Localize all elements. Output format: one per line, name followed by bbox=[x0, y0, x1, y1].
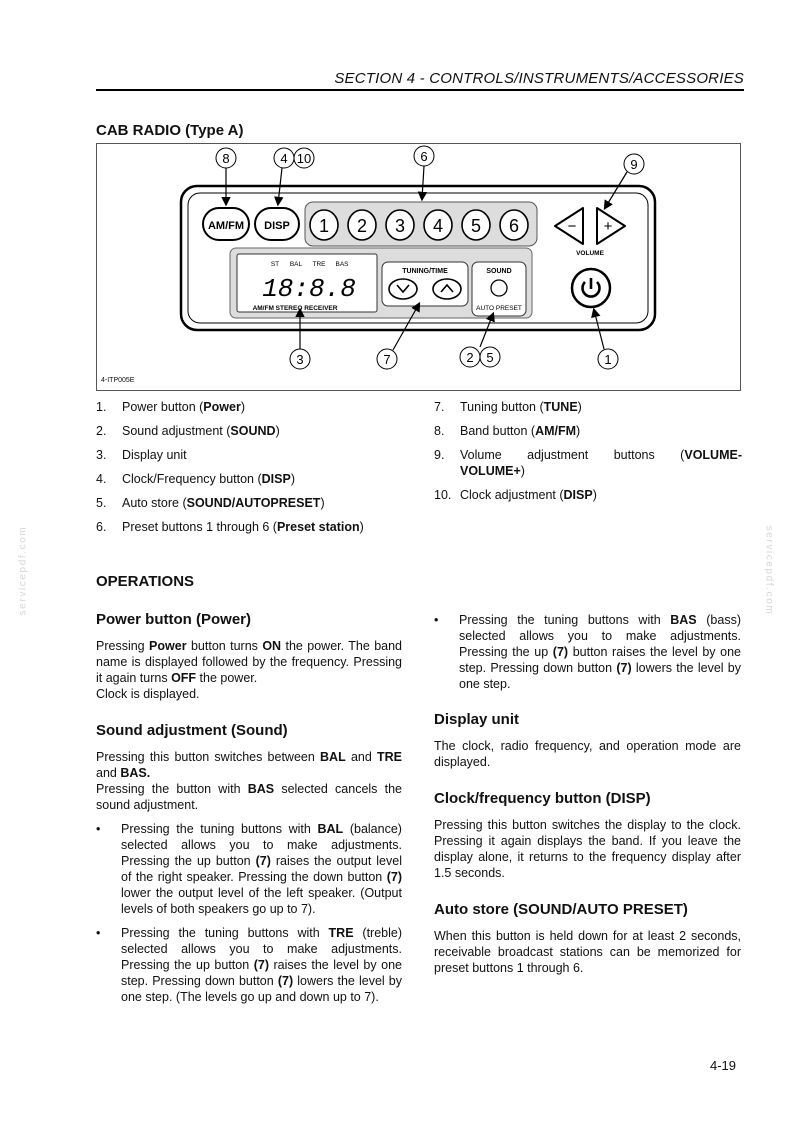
operations-heading: OPERATIONS bbox=[96, 573, 195, 590]
legend-item: 2. Sound adjustment (SOUND) bbox=[96, 424, 280, 438]
watermark-left: servicepdf.com bbox=[17, 525, 29, 616]
receiver-label: AM/FM STEREO RECEIVER bbox=[252, 305, 338, 312]
amfm-label: AM/FM bbox=[207, 220, 245, 232]
watermark-right: servicepdf.com bbox=[763, 525, 775, 616]
tuning-up-button[interactable] bbox=[433, 279, 461, 299]
preset-button-4[interactable] bbox=[424, 210, 452, 240]
svg-text:4: 4 bbox=[432, 216, 444, 236]
svg-text:1: 1 bbox=[604, 352, 612, 367]
power-button[interactable] bbox=[572, 269, 610, 307]
sound-bullet-bas: • Pressing the tuning buttons with BAS (bass) selected allows you to make adjustments. Pressing the up (7) button raises the level by one step. Pressing down button (7) lowers the level by one step. bbox=[434, 613, 742, 691]
legend-left bbox=[96, 399, 406, 543]
indicator-st: ST bbox=[270, 261, 280, 268]
sound-heading: Sound adjustment (Sound) bbox=[96, 722, 288, 739]
autostore-heading: Auto store (SOUND/AUTO PRESET) bbox=[434, 901, 688, 918]
clock-paragraph: Pressing this button switches the display to the clock. Pressing it again displays the band. If you leave the display alone, it returns to the frequency display after 1.5 seconds. bbox=[434, 818, 741, 880]
legend-item: 8. Band button (AM/FM) bbox=[434, 424, 581, 438]
preset-button-3[interactable] bbox=[386, 210, 414, 240]
sound-bullet-tre: • Pressing the tuning buttons with TRE (treble) selected allows you to make adjustments. Pressing the up button (7) raises the level by one step. Pressing down button (7) lowers the level by one step. (The levels go up and down up to 7). bbox=[96, 926, 402, 1004]
autostore-paragraph: When this button is held down for at least 2 seconds, receivable broadcast stations can be memorized for preset buttons 1 through 6. bbox=[434, 929, 741, 975]
preset-button-1[interactable] bbox=[310, 210, 338, 240]
sound-label: SOUND bbox=[486, 268, 512, 275]
svg-text:8: 8 bbox=[222, 151, 230, 166]
amfm-button[interactable] bbox=[203, 208, 249, 240]
page-number: 4-19 bbox=[709, 1058, 736, 1073]
tuning-label: TUNING/TIME bbox=[402, 268, 448, 275]
legend-item: 6. Preset buttons 1 through 6 (Preset station) bbox=[96, 520, 364, 534]
svg-text:7: 7 bbox=[383, 352, 391, 367]
legend-item: 9. Volume adjustment buttons (VOLUME- VOLUME+) bbox=[434, 448, 742, 478]
section-header: SECTION 4 - CONTROLS/INSTRUMENTS/ACCESSORIES bbox=[334, 70, 744, 87]
svg-text:6: 6 bbox=[508, 216, 520, 236]
legend-item: 10. Clock adjustment (DISP) bbox=[434, 488, 597, 502]
preset-button-2[interactable] bbox=[348, 210, 376, 240]
figure-code: 4-ITP005E bbox=[101, 377, 135, 384]
radio-figure bbox=[96, 143, 741, 391]
svg-text:−: − bbox=[567, 218, 577, 235]
svg-text:3: 3 bbox=[296, 352, 304, 367]
disp-button[interactable] bbox=[255, 208, 299, 240]
volume-label: VOLUME bbox=[576, 250, 604, 257]
radio-diagram bbox=[97, 144, 742, 392]
svg-text:4: 4 bbox=[280, 151, 288, 166]
svg-text:1: 1 bbox=[318, 216, 330, 236]
tuning-down-button[interactable] bbox=[389, 279, 417, 299]
clock-heading: Clock/frequency button (DISP) bbox=[434, 790, 651, 807]
svg-text:5: 5 bbox=[470, 216, 482, 236]
power-heading: Power button (Power) bbox=[96, 611, 251, 628]
figure-title: CAB RADIO (Type A) bbox=[96, 122, 244, 139]
svg-text:2: 2 bbox=[466, 350, 474, 365]
legend-right bbox=[434, 399, 742, 511]
display-paragraph: The clock, radio frequency, and operation mode are displayed. bbox=[434, 739, 741, 769]
header-rule bbox=[96, 89, 744, 91]
indicator-bal: BAL bbox=[289, 261, 303, 268]
svg-text:2: 2 bbox=[356, 216, 368, 236]
preset-button-6[interactable] bbox=[500, 210, 528, 240]
legend-item: 1. Power button (Power) bbox=[96, 400, 245, 414]
legend-item: 7. Tuning button (TUNE) bbox=[434, 400, 582, 414]
svg-text:9: 9 bbox=[630, 157, 638, 172]
display-heading: Display unit bbox=[434, 711, 520, 728]
legend-item: 3. Display unit bbox=[96, 448, 187, 462]
sound-bullet-bal: • Pressing the tuning buttons with BAL (balance) selected allows you to make adjustments. Pressing the up button (7) raises the output level of the right speaker. Pressing the down button (7) lower the output level of the left speaker. (Output levels of both speakers go up to 7). bbox=[96, 822, 402, 916]
disp-label: DISP bbox=[264, 220, 290, 232]
lcd-digits: 18:8.8 bbox=[262, 274, 356, 304]
power-paragraph: Pressing Power button turns ON the power. The band name is displayed followed by the frequency. Pressing it again turns OFF the power. Clock is displayed. bbox=[96, 639, 403, 701]
sound-button[interactable] bbox=[491, 280, 507, 296]
svg-text:+: + bbox=[603, 218, 613, 235]
preset-button-5[interactable] bbox=[462, 210, 490, 240]
indicator-tre: TRE bbox=[312, 261, 326, 268]
svg-text:3: 3 bbox=[394, 216, 406, 236]
indicator-bas: BAS bbox=[335, 261, 349, 268]
svg-text:10: 10 bbox=[296, 151, 312, 166]
sound-paragraph: Pressing this button switches between BAL and TRE and BAS. Pressing the button with BAS selected cancels the sound adjustment. bbox=[96, 750, 402, 812]
svg-text:6: 6 bbox=[420, 149, 428, 164]
legend-item: 4. Clock/Frequency button (DISP) bbox=[96, 472, 296, 486]
legend-item: 5. Auto store (SOUND/AUTOPRESET) bbox=[96, 496, 325, 510]
autopreset-label: AUTO PRESET bbox=[476, 305, 522, 312]
svg-text:5: 5 bbox=[486, 350, 494, 365]
